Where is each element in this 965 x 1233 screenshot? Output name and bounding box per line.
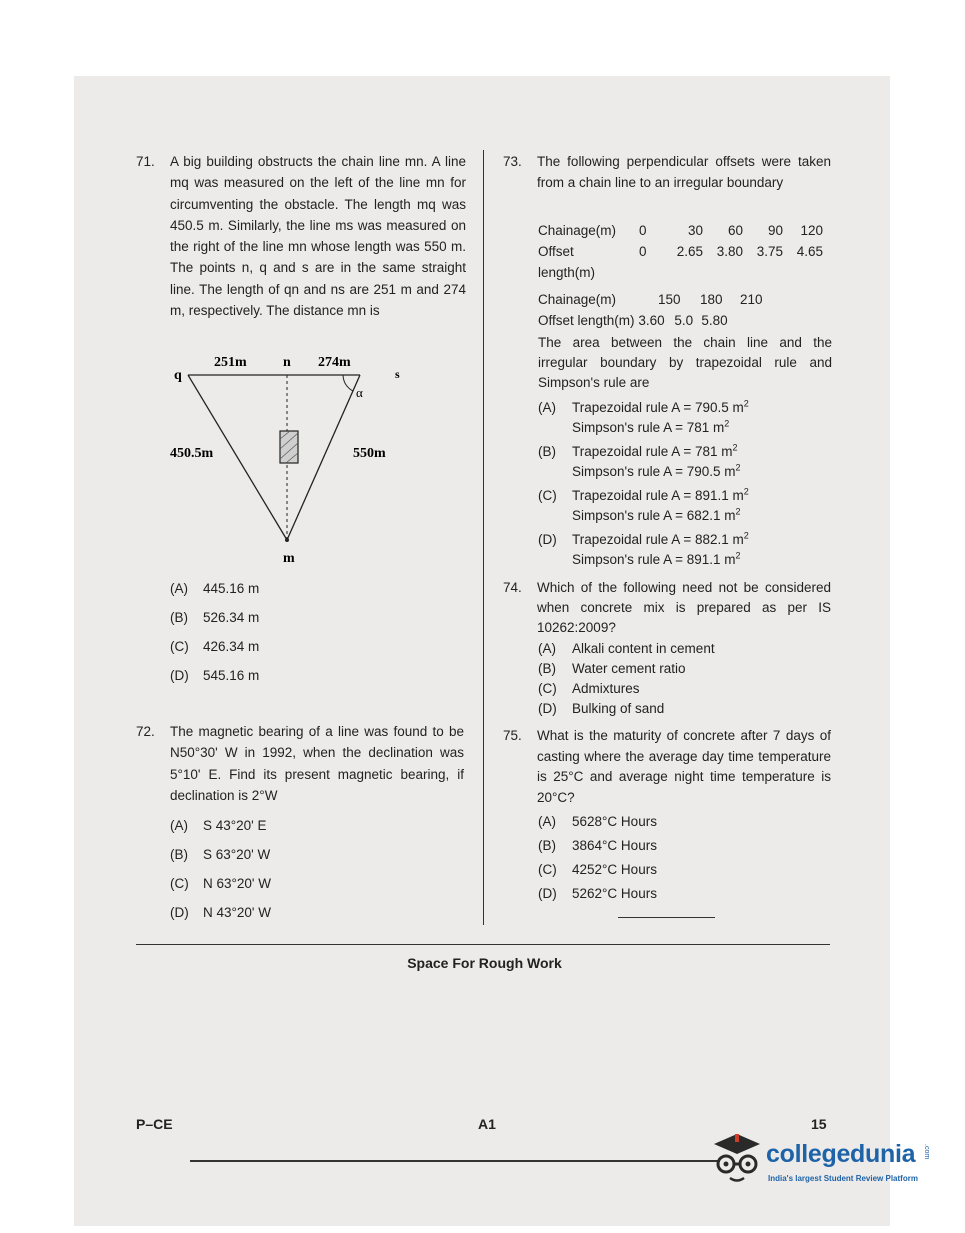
point-n-label: n (283, 355, 291, 370)
triangle-figure (160, 345, 420, 570)
footer-booklet-code: A1 (478, 1116, 496, 1132)
qn-length-label: 251m (214, 355, 247, 370)
q71-option-a: (A) 445.16 m (170, 581, 260, 596)
question-number: 74. (503, 580, 522, 595)
q72-option-d: (D) N 43°20' W (170, 905, 272, 920)
offset-table-2: Chainage(m) 150 180 210 Offset length(m) 3.60 5.0 5.80 (538, 292, 763, 328)
point-q-label: q (174, 368, 182, 383)
point-m-label: m (283, 551, 295, 566)
column-divider (483, 150, 484, 925)
question-number: 71. (136, 154, 155, 169)
question-number: 73. (503, 154, 522, 169)
q72-option-a: (A) S 43°20' E (170, 818, 267, 833)
collegedunia-watermark (708, 1130, 938, 1190)
footer-page-number: 15 (811, 1116, 827, 1132)
point-s-label: s (395, 367, 400, 381)
logo-mascot-icon (708, 1130, 766, 1188)
ms-length-label: 550m (353, 446, 386, 461)
footer-rule (190, 1160, 720, 1162)
mq-length-label: 450.5m (170, 446, 214, 461)
end-rule (618, 917, 715, 918)
q72-option-b: (B) S 63°20' W (170, 847, 271, 862)
section-divider (136, 944, 830, 945)
brand-tagline: India's largest Student Review Platform (768, 1174, 918, 1183)
angle-alpha-label: α (356, 385, 363, 400)
offset-table-1: Chainage(m) 0 30 60 90 120 Offset 0 2.65 3.80 3.75 4.65 length(m) (538, 223, 823, 280)
rough-work-heading: Space For Rough Work (407, 955, 562, 971)
question-text: The following perpendicular offsets were taken from a chain line to an irregular boundary (537, 154, 831, 191)
q72-option-c: (C) N 63°20' W (170, 876, 272, 891)
question-number: 75. (503, 728, 522, 743)
question-text: What is the maturity of concrete after 7 days of casting where the average day time temperature is 25°C and average night time temperature is 20°C? (537, 728, 831, 805)
question-text: The magnetic bearing of a line was found to be N50°30' W in 1992, when the declination was 5°10' E. Find its present magnetic bearing, if declination is 2°W (170, 724, 464, 803)
brand-name: collegedunia (766, 1140, 916, 1168)
question-text: A big building obstructs the chain line mn. A line mq was measured on the left of the line mn for circumventing the obstacle. The length mq was 450.5 m. Similarly, the line ms was measured on the right of the line mn whose length was 550 m. The points n, q and s are in the same straight line. The length of qn and ns are 251 m and 274 m, respectively. The distance mn is (170, 154, 466, 319)
footer-paper-code: P–CE (136, 1116, 173, 1132)
q71-option-d: (D) 545.16 m (170, 668, 260, 683)
q71-option-b: (B) 526.34 m (170, 610, 260, 625)
question-number: 72. (136, 724, 155, 739)
question-text: Which of the following need not be considered when concrete mix is prepared as per IS 10262:2009? (537, 580, 831, 635)
question-73-prompt: The area between the chain line and the irregular boundary by trapezoidal rule and Simpson's rule are (538, 335, 832, 390)
ns-length-label: 274m (318, 355, 351, 370)
brand-suffix: .com (923, 1144, 930, 1160)
q71-option-c: (C) 426.34 m (170, 639, 260, 654)
